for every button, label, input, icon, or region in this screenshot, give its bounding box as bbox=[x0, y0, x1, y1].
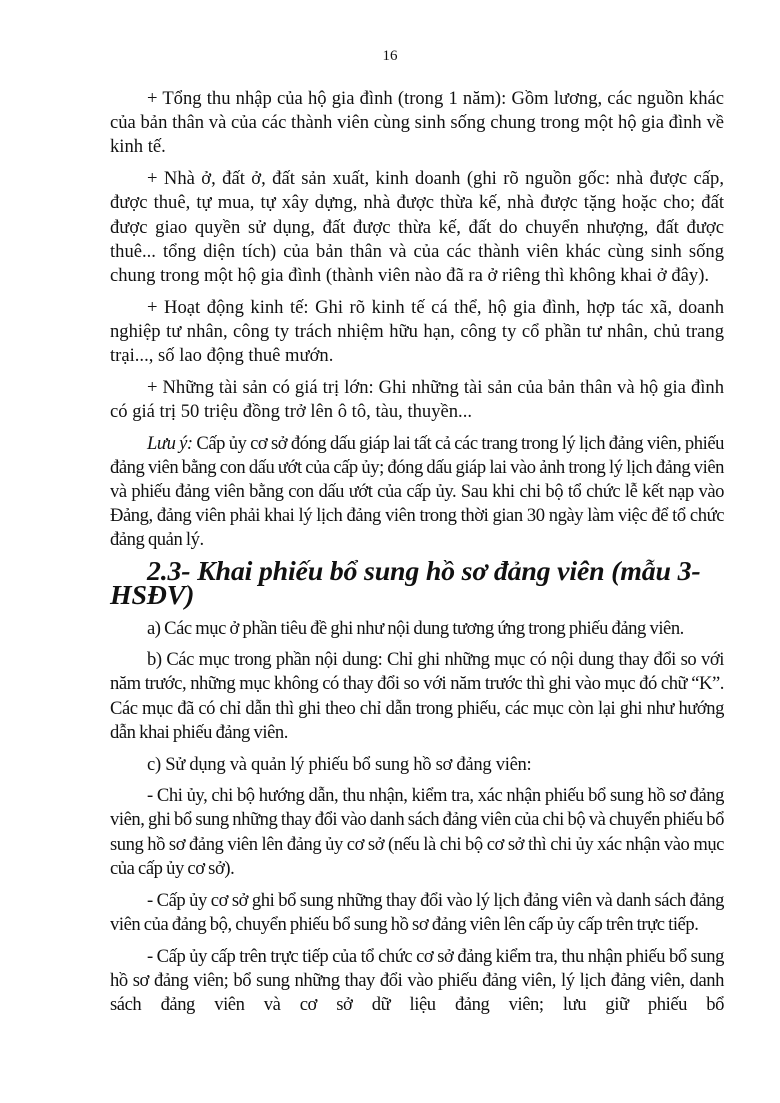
note-label: Lưu ý: bbox=[147, 432, 193, 454]
paragraph-muc-b: b) Các mục trong phần nội dung: Chỉ ghi những mục có nội dung thay đổi so với năm trước, những mục không có thay đổi so với năm trước thì ghi vào mục đó chữ “K”. Các mục đã có chỉ dẫn thì ghi theo chỉ dẫn trong phiếu, các mục còn lại ghi như hướng dẫn khai phiếu đảng viên. bbox=[110, 649, 724, 743]
paragraph-muc-c: c) Sử dụng và quản lý phiếu bổ sung hồ sơ đảng viên: bbox=[147, 753, 532, 775]
document-body bbox=[110, 87, 724, 1025]
paragraph-muc-a: a) Các mục ở phần tiêu đề ghi như nội dung tương ứng trong phiếu đảng viên. bbox=[147, 617, 684, 639]
section-heading: 2.3- Khai phiếu bổ sung hồ sơ đảng viên (mẫu 3- HSĐV) bbox=[110, 556, 701, 612]
paragraph-tong-thu-nhap: + Tổng thu nhập của hộ gia đình (trong 1 năm): Gồm lương, các nguồn khác của bản thân và của các thành viên cùng sinh sống chung trong một hộ gia đình về kinh tế. bbox=[110, 88, 724, 158]
page-number: 16 bbox=[382, 48, 398, 64]
paragraph-nha-o-dat-o: + Nhà ở, đất ở, đất sản xuất, kinh doanh (ghi rõ nguồn gốc: nhà được cấp, được thuê, tự mua, tự xây dựng, nhà được thừa kế, nhà được tặng hoặc cho; đất được giao quyền sử dụng, đất được thừa kế, đất do chuyển nhượng, đất được thuê... tổng diện tích) của bản thân và của các thành viên khác cùng sinh sống chung trong một hộ gia đình (thành viên nào đã ra ở riêng thì không khai ở đây). bbox=[110, 168, 724, 286]
paragraph-hoat-dong-kinh-te: + Hoạt động kinh tế: Ghi rõ kinh tế cá thể, hộ gia đình, hợp tác xã, doanh nghiệp tư nhân, công ty trách nhiệm hữu hạn, công ty cổ phần tư nhân, chủ trang trại..., số lao động thuê mướn. bbox=[110, 296, 724, 367]
paragraph-chi-uy-chi-bo: - Chi ủy, chi bộ hướng dẫn, thu nhận, kiểm tra, xác nhận phiếu bổ sung hồ sơ đảng viên, ghi bổ sung những thay đổi vào danh sách đảng viên của chi bộ và chuyển phiếu bổ sung hồ sơ đảng viên lên đảng ủy cơ sở (nếu là chi bộ cơ sở thì chi ủy xác nhận vào mục của cấp ủy cơ sở). bbox=[110, 785, 724, 879]
paragraph-tai-san-gia-tri-lon: + Những tài sản có giá trị lớn: Ghi những tài sản của bản thân và hộ gia đình có giá trị 50 triệu đồng trở lên ô tô, tàu, thuyền... bbox=[110, 376, 724, 422]
paragraph-cap-uy-co-so: - Cấp ủy cơ sở ghi bổ sung những thay đổi vào lý lịch đảng viên và danh sách đảng viên của đảng bộ, chuyển phiếu bổ sung hồ sơ đảng viên lên cấp ủy cấp trên trực tiếp. bbox=[110, 889, 724, 935]
note-text: Cấp ủy cơ sở đóng dấu giáp lai tất cả các trang trong lý lịch đảng viên, phiếu đảng viên bằng con dấu ướt của cấp ủy; đóng dấu giáp lai vào ảnh trong lý lịch đảng viên và phiếu đảng viên bằng con dấu ướt của cấp ủy. Sau khi chi bộ tổ chức lễ kết nạp vào Đảng, đảng viên phải khai lý lịch đảng viên trong thời gian 30 ngày làm việc để tổ chức đảng quản lý. bbox=[110, 432, 724, 551]
paragraph-cap-uy-cap-tren: - Cấp ủy cấp trên trực tiếp của tổ chức cơ sở đảng kiểm tra, thu nhận phiếu bổ sung hồ sơ đảng viên; bổ sung những thay đổi vào phiếu đảng viên, lý lịch đảng viên, danh sách đảng viên và cơ sở dữ liệu đảng viên; lưu giữ phiếu bổ bbox=[110, 945, 724, 1015]
paragraph-luu-y bbox=[110, 432, 724, 553]
